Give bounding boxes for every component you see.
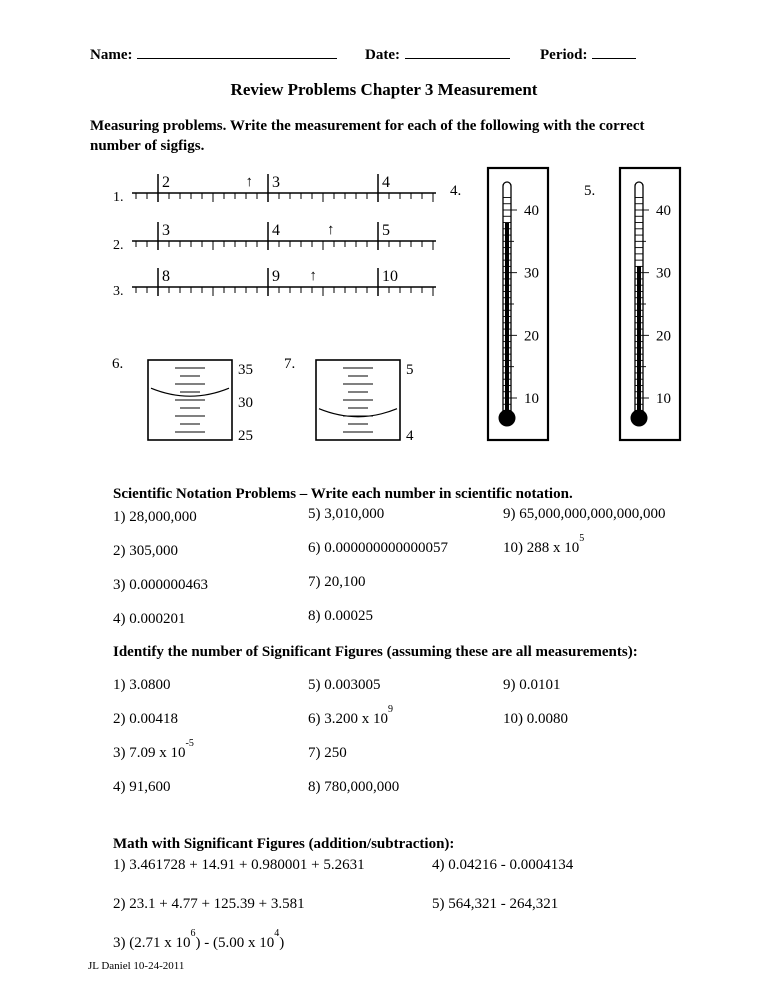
name-field (90, 46, 337, 64)
cylinder-6-label: 6. (112, 356, 124, 372)
date-blank-line (405, 46, 510, 59)
math-problem-5: 5) 564,321 - 264,321 (432, 896, 559, 912)
ruler-3-label: 3. (113, 284, 124, 299)
svg-text:35: 35 (238, 362, 253, 378)
date-field (365, 46, 510, 64)
sf-problem-7: 7) 250 (308, 745, 347, 761)
sci-problem-5: 5) 3,010,000 (308, 506, 385, 522)
svg-text:5: 5 (406, 362, 414, 378)
math-problem-3: 3) (2.71 x $10^6) - (5.00$ x $10^4$) (113, 928, 285, 951)
ruler-3-diagram (128, 262, 440, 302)
svg-text:25: 25 (238, 428, 253, 444)
thermometer-4-diagram (486, 166, 550, 444)
svg-text:10: 10 (524, 391, 539, 407)
svg-text:10: 10 (382, 268, 398, 285)
sf-problem-6: 6) 3.200 x $10^9$ (308, 704, 393, 727)
thermometer-5-diagram (618, 166, 682, 444)
sci-col-2 (308, 505, 448, 641)
math-col-2 (432, 856, 573, 934)
svg-text:30: 30 (238, 395, 253, 411)
cylinder-7-label: 7. (284, 356, 296, 372)
svg-text:30: 30 (656, 265, 671, 282)
sf-problem-3: 3) 7.09 x $10^{-5}$ (113, 738, 194, 761)
math-problem-1: 1) 3.461728 + 14.91 + 0.980001 + 5.2631 (113, 857, 365, 873)
svg-text:40: 40 (656, 203, 671, 219)
sf-problem-8: 8) 780,000,000 (308, 779, 400, 795)
sf-col-3 (503, 676, 568, 744)
svg-text:8: 8 (162, 268, 170, 285)
svg-text:20: 20 (524, 328, 539, 345)
cylinder-6-diagram (146, 358, 266, 446)
sf-col-1 (113, 676, 194, 812)
sf-col-2 (308, 676, 399, 812)
svg-text:20: 20 (656, 328, 671, 345)
date-label: Date: (365, 47, 400, 63)
sci-problem-8: 8) 0.00025 (308, 608, 373, 624)
sf-problem-9: 9) 0.0101 (503, 677, 561, 693)
period-blank-line (592, 46, 636, 59)
name-blank-line (137, 46, 337, 59)
sci-problem-2: 2) 305,000 (113, 543, 178, 559)
sci-problem-9: 9) 65,000,000,000,000,000 (503, 506, 666, 522)
period-field (540, 46, 636, 64)
page-title: Review Problems Chapter 3 Measurement (230, 80, 538, 99)
sf-problem-10: 10) 0.0080 (503, 711, 568, 727)
ruler-2-label: 2. (113, 238, 124, 253)
sf-problem-2: 2) 0.00418 (113, 711, 178, 727)
sf-problem-5: 5) 0.003005 (308, 677, 381, 693)
sf-problem-4: 4) 91,600 (113, 779, 171, 795)
sci-col-1 (113, 508, 208, 644)
sci-problem-4: 4) 0.000201 (113, 611, 186, 627)
footer-credit: JL Daniel 10-24-2011 (88, 960, 185, 972)
svg-text:↑: ↑ (309, 268, 317, 284)
svg-text:4: 4 (406, 428, 414, 444)
svg-text:40: 40 (524, 203, 539, 219)
svg-text:5: 5 (382, 222, 390, 239)
sci-problem-1: 1) 28,000,000 (113, 509, 197, 525)
svg-text:4: 4 (382, 174, 390, 191)
intro-text: Measuring problems. Write the measurement for each of the following with the correct number of sigfigs. (90, 118, 645, 155)
sci-problem-7: 7) 20,100 (308, 574, 366, 590)
math-problem-2: 2) 23.1 + 4.77 + 125.39 + 3.581 (113, 896, 305, 912)
sci-problem-6: 6) 0.000000000000057 (308, 540, 448, 556)
sig-figs-heading: Identify the number of Significant Figures (assuming these are all measurements): (113, 644, 638, 660)
thermometer-4-label: 4. (450, 183, 462, 199)
ruler-1-diagram (128, 168, 440, 208)
ruler-2-diagram (128, 216, 440, 256)
period-label: Period: (540, 47, 588, 63)
math-sf-heading: Math with Significant Figures (addition/subtraction): (113, 836, 455, 852)
sci-col-3 (503, 505, 666, 573)
math-problem-4: 4) 0.04216 - 0.0004134 (432, 857, 574, 873)
svg-text:4: 4 (272, 222, 280, 239)
svg-text:9: 9 (272, 268, 280, 285)
sci-problem-3: 3) 0.000000463 (113, 577, 208, 593)
ruler-1-label: 1. (113, 190, 124, 205)
sf-problem-1: 1) 3.0800 (113, 677, 171, 693)
svg-text:3: 3 (272, 174, 280, 191)
svg-text:↑: ↑ (326, 222, 335, 238)
svg-text:30: 30 (524, 265, 539, 282)
svg-text:2: 2 (162, 174, 170, 191)
thermometer-5-label: 5. (584, 183, 596, 199)
sci-problem-10: 10) 288 x $10^5$ (503, 533, 585, 556)
svg-text:10: 10 (656, 391, 671, 407)
svg-text:3: 3 (162, 222, 170, 239)
sci-notation-heading: Scientific Notation Problems – Write each number in scientific notation. (113, 486, 573, 502)
cylinder-7-diagram (314, 358, 434, 446)
name-label: Name: (90, 47, 133, 63)
svg-text:↑: ↑ (245, 174, 254, 190)
math-col-1 (113, 856, 365, 973)
